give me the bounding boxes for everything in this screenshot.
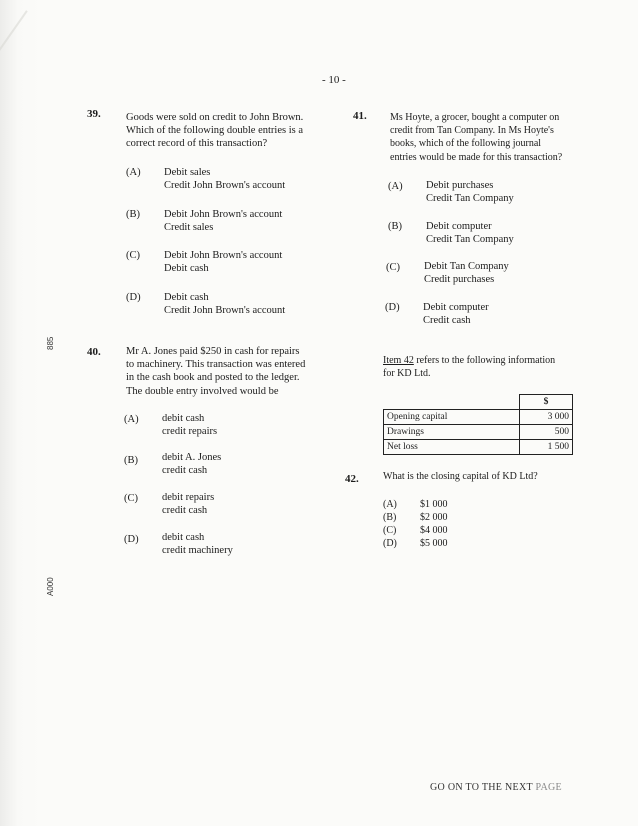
option-line: Credit sales: [164, 222, 214, 233]
table-row: [384, 410, 573, 425]
side-code-top: 885: [46, 336, 55, 350]
intro-text: refers to the following information: [413, 355, 556, 366]
option-letter: (C): [386, 262, 400, 273]
option-line: Debit John Brown's account: [164, 209, 283, 220]
option-line: Debit cash: [164, 292, 209, 303]
option-c: [162, 491, 214, 517]
stem-line: in the cash book and posted to the ledger.: [126, 372, 300, 384]
option-line: Debit John Brown's account: [164, 250, 283, 261]
intro-line: for KD Ltd.: [383, 368, 431, 380]
option-line: Credit purchases: [424, 274, 495, 285]
question-number: 42.: [345, 473, 359, 485]
option-d: [162, 531, 233, 557]
option-letter: (A): [124, 414, 139, 425]
question-stem: [390, 111, 562, 164]
option-d: [423, 301, 489, 327]
option-value: $2 000: [420, 512, 448, 523]
option-line: credit machinery: [162, 545, 233, 556]
option-line: credit repairs: [162, 426, 218, 437]
option-line: Debit purchases: [426, 180, 494, 191]
question-stem: What is the closing capital of KD Ltd?: [383, 471, 538, 482]
option-line: Credit John Brown's account: [164, 305, 286, 316]
table-header-row: [384, 395, 573, 410]
option-value: $1 000: [420, 499, 448, 510]
option-letter: (B): [124, 455, 138, 466]
option-letter: (C): [124, 493, 138, 504]
row-label: Opening capital: [384, 410, 520, 425]
option-value: $4 000: [420, 525, 448, 536]
option-letter: (D): [124, 534, 139, 545]
stem-line: Which of the following double entries is a: [126, 125, 303, 137]
option-line: credit cash: [162, 505, 208, 516]
item-reference: Item 42: [383, 355, 414, 366]
option-line: Debit cash: [164, 263, 209, 274]
table-row: [384, 440, 573, 455]
option-d: [164, 291, 285, 317]
option-letter: (C): [126, 250, 140, 261]
option-line: debit repairs: [162, 492, 215, 503]
option-letter: (B): [126, 209, 140, 220]
option-line: Credit Tan Company: [426, 234, 514, 245]
option-c: [424, 260, 509, 286]
option-c: [164, 249, 282, 275]
question-number: 39.: [87, 108, 101, 120]
option-letter: (A): [383, 499, 397, 510]
page-number: - 10 -: [322, 74, 346, 86]
footer-text-faded: PAGE: [535, 782, 562, 793]
row-label: Drawings: [384, 425, 520, 440]
stem-line: The double entry involved would be: [126, 385, 279, 397]
option-line: Debit Tan Company: [424, 261, 509, 272]
option-b: [164, 208, 282, 234]
option-a: [162, 412, 217, 438]
item-42-intro: [383, 354, 555, 380]
option-letter: (D): [126, 292, 141, 303]
option-line: debit A. Jones: [162, 452, 222, 463]
option-values: [420, 498, 448, 550]
option-line: Credit cash: [423, 315, 471, 326]
stem-line: entries would be made for this transaction?: [390, 151, 563, 163]
option-line: debit cash: [162, 532, 205, 543]
option-value: $5 000: [420, 538, 448, 549]
stem-line: Goods were sold on credit to John Brown.: [126, 112, 304, 123]
question-number: 41.: [353, 110, 367, 122]
stem-line: Mr A. Jones paid $250 in cash for repairs: [126, 346, 300, 357]
stem-line: credit from Tan Company. In Ms Hoyte's: [390, 125, 554, 137]
option-letter: (A): [388, 181, 403, 192]
question-stem: [126, 345, 305, 398]
row-amount: 1 500: [520, 440, 573, 455]
intro-line: [383, 354, 555, 367]
option-line: debit cash: [162, 413, 205, 424]
stem-line: Ms Hoyte, a grocer, bought a computer on: [390, 112, 560, 123]
option-letter: (A): [126, 167, 141, 178]
option-line: Debit computer: [426, 221, 492, 232]
option-letter: (B): [383, 512, 397, 523]
side-code-bottom: A000: [46, 577, 55, 596]
option-letter: (D): [383, 538, 397, 549]
go-on-footer: [430, 782, 562, 793]
option-letters: [383, 498, 397, 550]
option-letter: (C): [383, 525, 397, 536]
stem-line: to machinery. This transaction was entered: [126, 359, 306, 371]
stem-line: books, which of the following journal: [390, 138, 542, 150]
question-number: 40.: [87, 346, 101, 358]
stem-line: correct record of this transaction?: [126, 138, 268, 150]
option-a: [164, 166, 285, 192]
table-row: [384, 425, 573, 440]
option-line: Credit John Brown's account: [164, 180, 286, 191]
option-a: [426, 179, 514, 205]
option-b: [426, 220, 514, 246]
option-line: Credit Tan Company: [426, 193, 514, 204]
option-letter: (B): [388, 221, 402, 232]
option-line: Debit sales: [164, 167, 211, 178]
option-line: Debit computer: [423, 302, 489, 313]
row-label: Net loss: [384, 440, 520, 455]
option-b: [162, 451, 221, 477]
row-amount: 3 000: [520, 410, 573, 425]
currency-header: $: [520, 395, 573, 410]
footer-text: GO ON TO THE NEXT: [430, 782, 536, 793]
kd-ltd-info-table: [383, 394, 573, 455]
question-stem: [126, 111, 303, 151]
table-blank-cell: [384, 395, 520, 410]
option-letter: (D): [385, 302, 400, 313]
option-line: credit cash: [162, 465, 208, 476]
row-amount: 500: [520, 425, 573, 440]
